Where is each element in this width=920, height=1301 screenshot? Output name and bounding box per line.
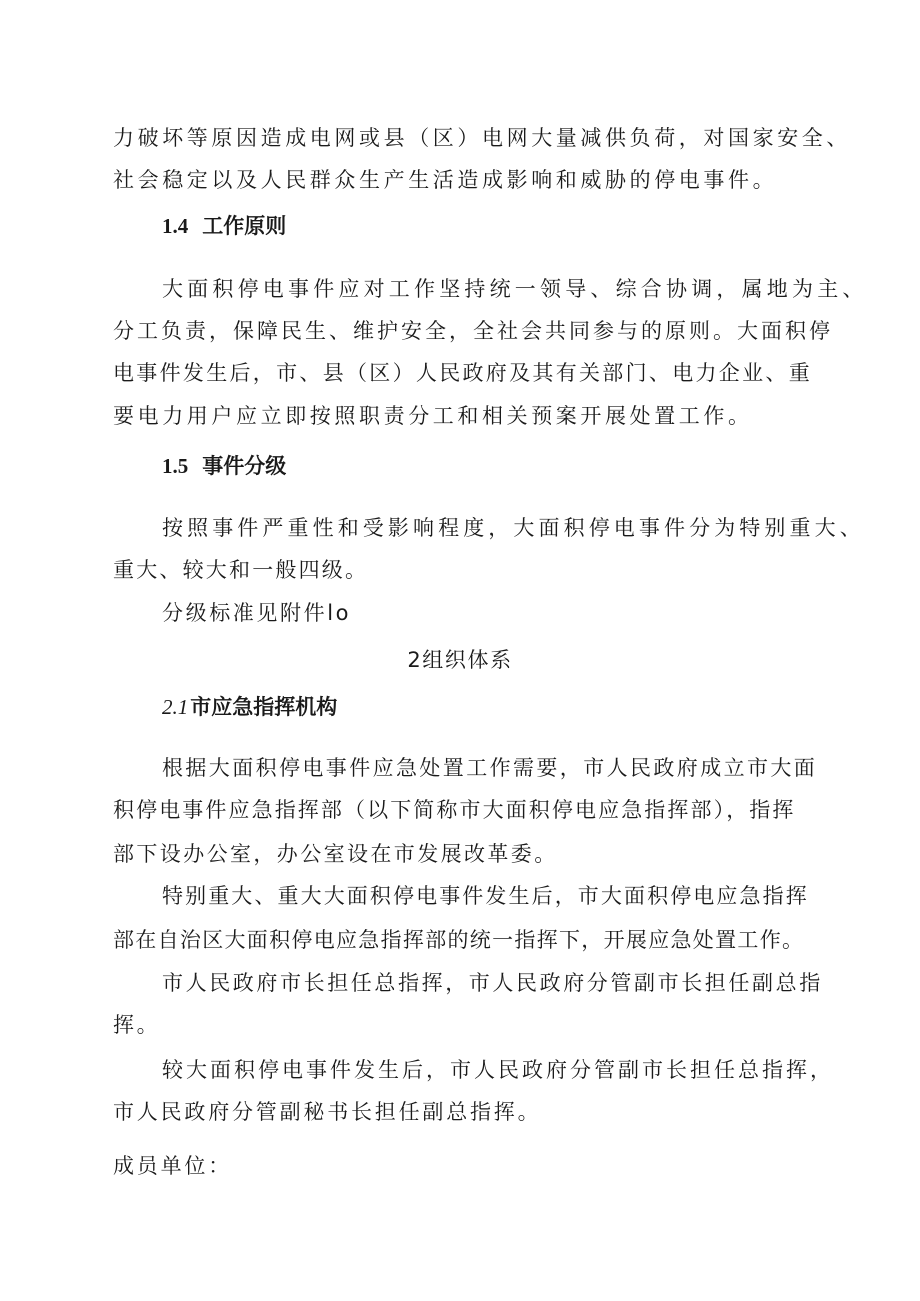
paragraph-line: 大面积停电事件应对工作坚持统一领导、综合协调，属地为主、 <box>162 277 868 301</box>
section-number: 2.1 <box>162 695 189 719</box>
paragraph-line: 市人民政府市长担任总指挥，市人民政府分管副市长担任副总指 <box>162 971 823 995</box>
section-title: 工作原则 <box>202 213 287 238</box>
paragraph-line: 要电力用户应立即按照职责分工和相关预案开展处置工作。 <box>113 404 753 428</box>
section-title: 事件分级 <box>202 453 287 478</box>
paragraph-line: 市人民政府分管副秘书长担任副总指挥。 <box>113 1100 542 1124</box>
paragraph-line: 部下设办公室，办公室设在市发展改革委。 <box>113 842 558 866</box>
paragraph-line: 分工负责，保障民生、维护安全，全社会共同参与的原则。大面积停 <box>113 319 833 343</box>
section-title: 市应急指挥机构 <box>190 695 338 719</box>
paragraph-line: 电事件发生后，市、县（区）人民政府及其有关部门、电力企业、重 <box>113 361 812 385</box>
paragraph-line: 特别重大、重大大面积停电事件发生后，市大面积停电应急指挥 <box>162 884 809 908</box>
section-number: 1.5 <box>162 454 189 478</box>
paragraph-line: 根据大面积停电事件应急处置工作需要，市人民政府成立市大面 <box>162 756 818 780</box>
section-heading-1-5 <box>162 451 286 481</box>
paragraph-line: 较大面积停电事件发生后，市人民政府分管副市长担任总指挥， <box>162 1058 834 1082</box>
paragraph-line: 力破坏等原因造成电网或县（区）电网大量减供负荷，对国家安全、 <box>113 126 851 150</box>
section-number: 1.4 <box>162 214 189 238</box>
paragraph-line: 社会稳定以及人民群众生产生活造成影响和威胁的停电事件。 <box>113 168 778 192</box>
paragraph-line: 挥。 <box>113 1013 161 1037</box>
paragraph-line: 按照事件严重性和受影响程度，大面积停电事件分为特别重大、 <box>162 516 865 540</box>
paragraph-line: 积停电事件应急指挥部（以下简称市大面积停电应急指挥部），指挥 <box>113 798 796 822</box>
paragraph-line: 重大、较大和一般四级。 <box>113 558 369 582</box>
chapter-heading: 2组织体系 <box>407 648 513 672</box>
paragraph-line: 分级标准见附件lo <box>162 601 352 625</box>
paragraph-line: 部在自治区大面积停电应急指挥部的统一指挥下，开展应急处置工作。 <box>113 928 805 952</box>
section-heading-2-1 <box>162 692 337 722</box>
section-heading-1-4 <box>162 211 286 241</box>
members-label: 成员单位： <box>113 1154 232 1178</box>
